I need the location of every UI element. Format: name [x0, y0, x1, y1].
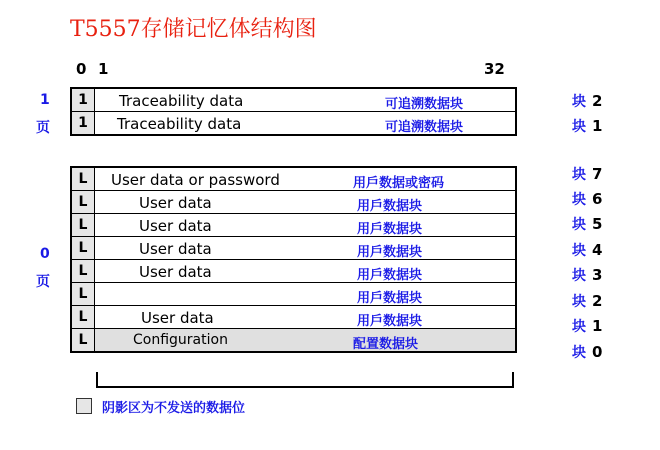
table-row — [71, 237, 516, 260]
legend-text: 阴影区为不发送的数据位 — [102, 401, 246, 416]
page0-number: 0 — [40, 246, 50, 262]
table-row — [71, 88, 516, 112]
block-cell — [95, 88, 517, 112]
block-label-cn: 用戶数据块 — [357, 222, 423, 237]
lock-bit: 1 — [71, 88, 95, 112]
block-label-en: User data or password — [111, 171, 280, 189]
lock-bit: L — [71, 237, 95, 260]
block-cell — [95, 329, 517, 353]
page1-word: 页 — [36, 120, 50, 136]
legend-shade-swatch — [76, 398, 92, 414]
block-label-cn: 配置数据块 — [353, 337, 419, 352]
block-word: 块 — [572, 294, 586, 310]
table-row — [71, 112, 516, 136]
block-label-cn: 用戶数据块 — [357, 314, 423, 329]
block-word: 块 — [572, 119, 586, 135]
bit-label-0: 0 — [76, 60, 87, 78]
block-cell — [95, 191, 517, 214]
bracket-line — [96, 372, 514, 388]
block-label-cn: 用戶数据或密码 — [353, 176, 445, 191]
block-number: 5 — [592, 215, 603, 233]
table-row — [71, 167, 516, 191]
block-label-en: Configuration — [133, 332, 228, 348]
block-cell — [95, 237, 517, 260]
block-cell — [95, 260, 517, 283]
lock-bit: L — [71, 260, 95, 283]
block-number-label — [572, 214, 602, 234]
lock-bit: L — [71, 167, 95, 191]
block-cell — [95, 167, 517, 191]
block-number: 7 — [592, 165, 603, 183]
block-number-label — [572, 316, 602, 336]
block-cell — [95, 283, 517, 306]
table-row — [71, 283, 516, 306]
block-label-cn: 可追溯数据块 — [385, 120, 464, 135]
block-label-en: Traceability data — [119, 92, 244, 110]
block-label-en: User data — [141, 309, 214, 327]
lock-bit: L — [71, 191, 95, 214]
lock-bit: L — [71, 306, 95, 329]
block-number: 2 — [592, 292, 603, 310]
table-row — [71, 260, 516, 283]
block-word: 块 — [572, 345, 586, 361]
block-number-label — [572, 240, 602, 260]
block-label-en: User data — [139, 263, 212, 281]
bit-label-32: 32 — [484, 60, 505, 78]
page1-table — [70, 87, 517, 136]
block-cell — [95, 214, 517, 237]
block-number: 1 — [592, 117, 603, 135]
table-row — [71, 329, 516, 353]
block-number-label — [572, 91, 602, 111]
block-word: 块 — [572, 192, 586, 208]
block-label-cn: 用戶数据块 — [357, 268, 423, 283]
block-word: 块 — [572, 217, 586, 233]
block-label-cn: 用戶数据块 — [357, 199, 423, 214]
block-number: 0 — [592, 343, 603, 361]
table-row — [71, 214, 516, 237]
page1-number: 1 — [40, 92, 50, 108]
block-cell — [95, 112, 517, 136]
lock-bit: 1 — [71, 112, 95, 136]
block-cell — [95, 306, 517, 329]
block-number-label — [572, 291, 602, 311]
block-word: 块 — [572, 167, 586, 183]
page0-word: 页 — [36, 274, 50, 290]
block-word: 块 — [572, 268, 586, 284]
block-number-label — [572, 265, 602, 285]
block-label-cn: 可追溯数据块 — [385, 97, 464, 112]
lock-bit: L — [71, 329, 95, 353]
block-label-cn: 用戶数据块 — [357, 291, 423, 306]
block-label-en: User data — [139, 217, 212, 235]
block-number: 4 — [592, 241, 603, 259]
block-label-en: Traceability data — [117, 115, 242, 133]
block-word: 块 — [572, 243, 586, 259]
block-word: 块 — [572, 94, 586, 110]
block-word: 块 — [572, 319, 586, 335]
block-number-label — [572, 342, 602, 362]
page0-table — [70, 166, 517, 353]
block-number-label — [572, 189, 602, 209]
table-row — [71, 306, 516, 329]
block-label-en: User data — [139, 240, 212, 258]
block-number: 6 — [592, 190, 603, 208]
lock-bit: L — [71, 214, 95, 237]
block-number: 2 — [592, 92, 603, 110]
block-number-label — [572, 116, 602, 136]
block-number-label — [572, 164, 602, 184]
table-row — [71, 191, 516, 214]
bit-label-1: 1 — [98, 60, 109, 78]
diagram-title: T5557存储记忆体结构图 — [70, 17, 317, 42]
block-label-en: User data — [139, 194, 212, 212]
block-number: 3 — [592, 266, 603, 284]
block-number: 1 — [592, 317, 603, 335]
lock-bit: L — [71, 283, 95, 306]
block-label-cn: 用戶数据块 — [357, 245, 423, 260]
